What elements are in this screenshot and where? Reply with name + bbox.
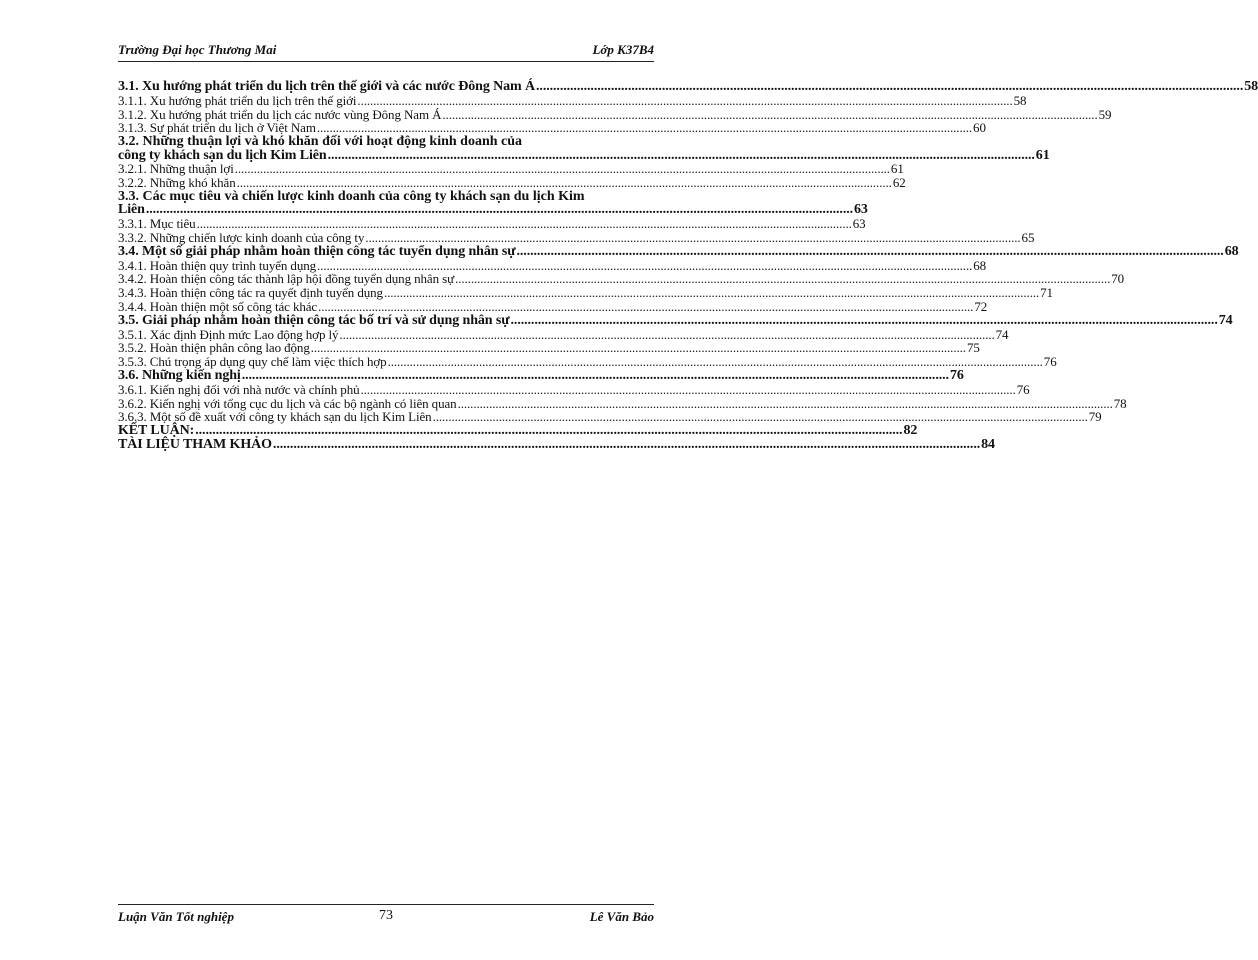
dot-leader (318, 300, 973, 314)
dot-leader (273, 438, 980, 452)
toc-page-number: 65 (1021, 229, 1035, 245)
dot-leader (455, 272, 1110, 286)
toc-section (118, 367, 964, 383)
toc-page-number: 58 (1013, 92, 1027, 108)
toc-entry-title: 3.3.1. Mục tiêu (118, 216, 196, 232)
toc-page-number: 62 (892, 175, 906, 191)
toc-subsection (118, 340, 980, 356)
toc-subsection (118, 175, 906, 191)
dot-leader (433, 410, 1088, 424)
dot-leader (235, 162, 890, 176)
toc-page-number: 58 (1244, 79, 1258, 94)
toc-subsection (118, 216, 866, 232)
toc-section (118, 202, 868, 218)
toc-entry-title: 3.4.4. Hoàn thiện một số công tác khác (118, 298, 318, 314)
toc-entry-title: 3.6.1. Kiến nghị đối với nhà nước và chính phủ (118, 381, 360, 397)
page-header (118, 40, 654, 60)
dot-leader (442, 108, 1097, 122)
dot-leader (317, 259, 972, 273)
table-of-contents (118, 79, 1258, 452)
toc-page-number: 76 (1016, 381, 1030, 397)
dot-leader (458, 397, 1113, 411)
toc-entry-title: 3.1.3. Sự phát triển du lịch ở Việt Nam (118, 120, 316, 136)
footer-author: Lê Văn Bảo (589, 909, 654, 924)
dot-leader (357, 94, 1012, 108)
toc-subsection (118, 298, 988, 314)
toc-entry-title: 3.4.2. Hoàn thiện công tác thành lập hội đồng tuyển dụng nhân sự (118, 271, 455, 287)
toc-entry-title: 3.2.2. Những khó khăn (118, 175, 236, 191)
dot-leader (361, 383, 1016, 397)
toc-section (118, 147, 1050, 163)
toc-subsection (118, 285, 1053, 301)
toc-entry-title: 3.6.2. Kiến nghị với tổng cục du lịch và các bộ ngành có liên quan (118, 395, 457, 411)
toc-entry-first-line: 3.2. Những thuận lợi và khó khăn đối với hoạt động kinh doanh của (118, 134, 523, 150)
toc-section (118, 436, 995, 452)
toc-entry-title: 3.1.2. Xu hướng phát triển du lịch các nước vùng Đông Nam Á (118, 106, 442, 122)
toc-entry-title: 3.6.3. Một số đề xuất với công ty khách sạn du lịch Kim Liên (118, 409, 432, 425)
dot-leader (384, 286, 1039, 300)
toc-entry-title: 3.5. Giải pháp nhằm hoàn thiện công tác bố trí và sử dụng nhân sự (118, 312, 510, 328)
dot-leader (511, 314, 1218, 328)
dot-leader (388, 355, 1043, 369)
dot-leader (197, 217, 852, 231)
dot-leader (311, 341, 966, 355)
toc-page-number: 72 (974, 298, 988, 314)
toc-page-number: 82 (903, 423, 918, 439)
toc-subsection (118, 92, 1027, 108)
dot-leader (328, 149, 1035, 163)
toc-entry-title: TÀI LIỆU THAM KHẢO (118, 436, 272, 452)
toc-page-number: 61 (1035, 147, 1050, 163)
toc-entry-title: 3.5.2. Hoàn thiện phân công lao động (118, 340, 310, 356)
toc-subsection (118, 106, 1112, 122)
dot-leader (365, 231, 1020, 245)
toc-subsection (118, 229, 1035, 245)
toc-page-number: 74 (995, 326, 1009, 342)
toc-page-number: 76 (949, 367, 964, 383)
dot-leader (146, 203, 853, 217)
header-university: Trường Đại học Thương Mai (118, 42, 277, 57)
toc-entry-title: 3.4. Một số giải pháp nhằm hoàn thiện công tác tuyển dụng nhân sự (118, 243, 516, 259)
toc-entry-title: 3.1. Xu hướng phát triển du lịch trên thế giới và các nước Đông Nam Á (118, 79, 536, 94)
footer-page-number: 73 (379, 908, 393, 923)
toc-page-number: 68 (973, 257, 987, 273)
toc-entry-title: KẾT LUẬN: (118, 423, 195, 439)
toc-page-number: 71 (1040, 285, 1053, 301)
dot-leader (339, 328, 994, 342)
dot-leader (536, 80, 1243, 94)
toc-page-number: 59 (1098, 106, 1112, 122)
toc-page-number: 60 (973, 120, 986, 136)
toc-entry-title: 3.6. Những kiến nghị (118, 367, 241, 383)
dot-leader (195, 424, 902, 438)
dot-leader (317, 121, 972, 135)
toc-section (118, 312, 1233, 328)
header-rule (118, 61, 654, 62)
toc-entry-first-line: 3.3. Các mục tiêu và chiến lược kinh doanh của công ty khách sạn du lịch Kim (118, 188, 585, 204)
toc-section (118, 423, 918, 439)
toc-page-number: 74 (1218, 312, 1233, 328)
toc-page-number: 75 (966, 340, 980, 356)
toc-subsection (118, 395, 1127, 411)
dot-leader (242, 369, 949, 383)
footer-rule (118, 904, 654, 905)
toc-entry-title: 3.5.1. Xác định Định mức Lao động hợp lý (118, 326, 339, 342)
toc-page-number: 63 (854, 202, 868, 218)
toc-entry-title: 3.2.1. Những thuận lợi (118, 161, 234, 177)
toc-subsection (118, 354, 1057, 370)
toc-page-number: 84 (981, 436, 995, 452)
toc-entry-title: 3.4.1. Hoàn thiện quy trình tuyển dụng (118, 257, 317, 273)
toc-page-number: 78 (1113, 395, 1127, 411)
toc-subsection (118, 120, 986, 136)
dot-leader (517, 245, 1224, 259)
toc-subsection (118, 161, 904, 177)
dot-leader (237, 176, 892, 190)
toc-page-number: 63 (852, 216, 866, 232)
toc-entry-title: 3.1.1. Xu hướng phát triển du lịch trên thế giới (118, 92, 357, 108)
toc-page-number: 61 (890, 161, 904, 177)
toc-subsection (118, 257, 987, 273)
toc-entry-title: 3.4.3. Hoàn thiện công tác ra quyết định tuyển dụng (118, 285, 383, 301)
toc-entry-title: Liên (118, 202, 145, 218)
header-class: Lớp K37B4 (592, 42, 654, 57)
footer-thesis-title: Luận Văn Tốt nghiệp (118, 909, 234, 924)
toc-page-number: 70 (1111, 271, 1125, 287)
toc-section (118, 243, 1239, 259)
toc-entry-title: 3.3.2. Những chiến lược kinh doanh của công ty (118, 229, 365, 245)
page-footer (118, 907, 654, 927)
toc-subsection (118, 409, 1102, 425)
toc-section (118, 79, 1258, 94)
toc-page-number: 76 (1043, 354, 1057, 370)
toc-subsection (118, 326, 1009, 342)
toc-page-number: 68 (1224, 243, 1239, 259)
toc-entry-title: 3.5.3. Chú trọng áp dụng quy chế làm việc thích hợp (118, 354, 387, 370)
toc-page-number: 79 (1088, 409, 1102, 425)
toc-subsection (118, 381, 1030, 397)
toc-subsection (118, 271, 1125, 287)
toc-entry-title: công ty khách sạn du lịch Kim Liên (118, 147, 327, 163)
